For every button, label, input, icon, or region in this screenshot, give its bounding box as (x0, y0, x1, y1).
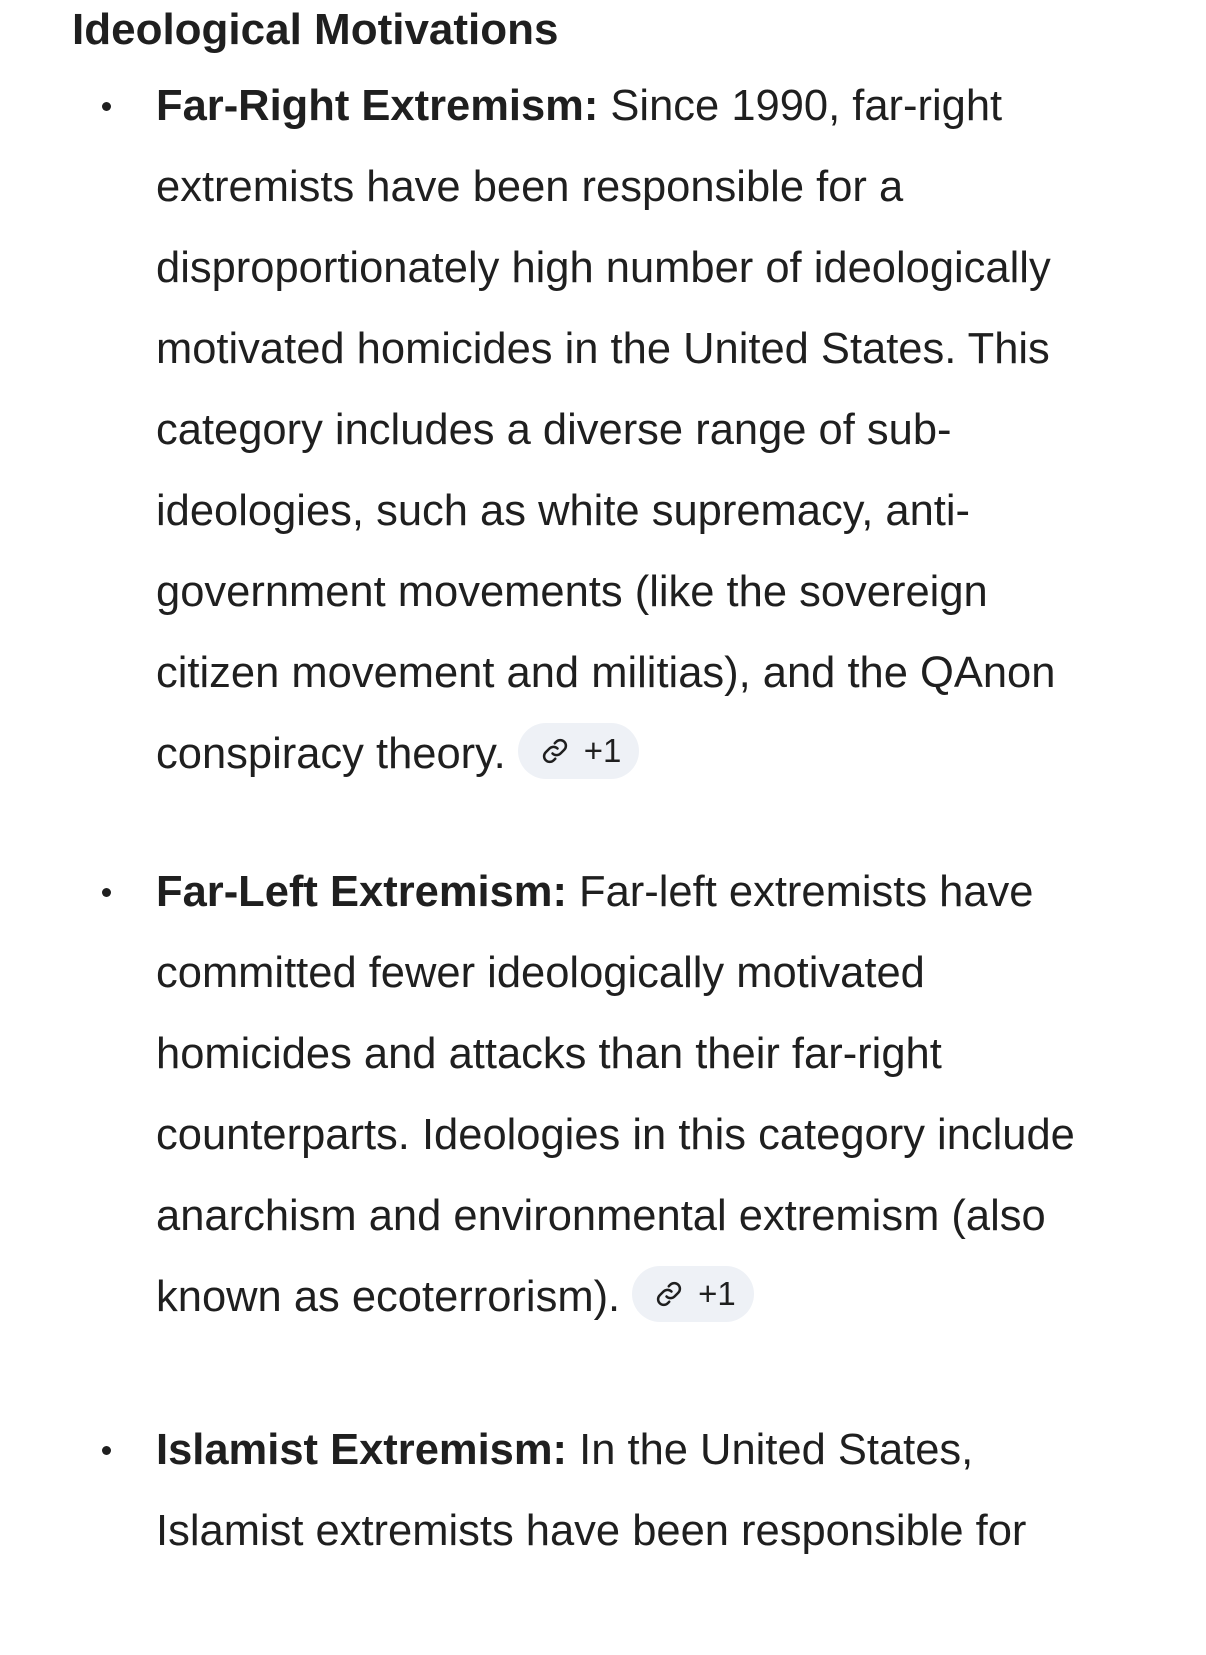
item-body: Far-left extremists have committed fewer ideologically motivated homicides and attacks than their far-right counterparts. Ideologies in this category include anarchism and environmental extremism (also known as ecoterrorism). (156, 868, 1075, 1321)
section-heading: Ideological Motivations (72, 5, 559, 54)
source-count: +1 (583, 731, 622, 769)
article-content (72, 0, 1182, 1555)
source-chip[interactable] (518, 723, 640, 779)
bullet-dot (102, 102, 111, 111)
link-icon (540, 736, 570, 766)
item-text (156, 1410, 1116, 1572)
item-text (156, 66, 1056, 795)
item-text (156, 852, 1096, 1338)
item-body: Since 1990, far-right extremists have been responsible for a disproportionately high number of ideologically motivated homicides in the United States. This category includes a diverse range of sub-ideologies, such as white supremacy, anti-government movements (like the sovereign citizen movement and militias), and the QAnon conspiracy theory. (156, 82, 1056, 778)
source-chip[interactable] (632, 1266, 754, 1322)
item-body: In the United States, Islamist extremists have been responsible for (156, 1426, 1027, 1555)
link-icon (654, 1279, 684, 1309)
item-term: Far-Left Extremism: (156, 868, 567, 916)
bullet-dot (102, 888, 111, 897)
item-term: Islamist Extremism: (156, 1426, 568, 1474)
item-term: Far-Right Extremism: (156, 82, 599, 130)
bullet-dot (102, 1446, 111, 1455)
source-count: +1 (698, 1274, 736, 1312)
